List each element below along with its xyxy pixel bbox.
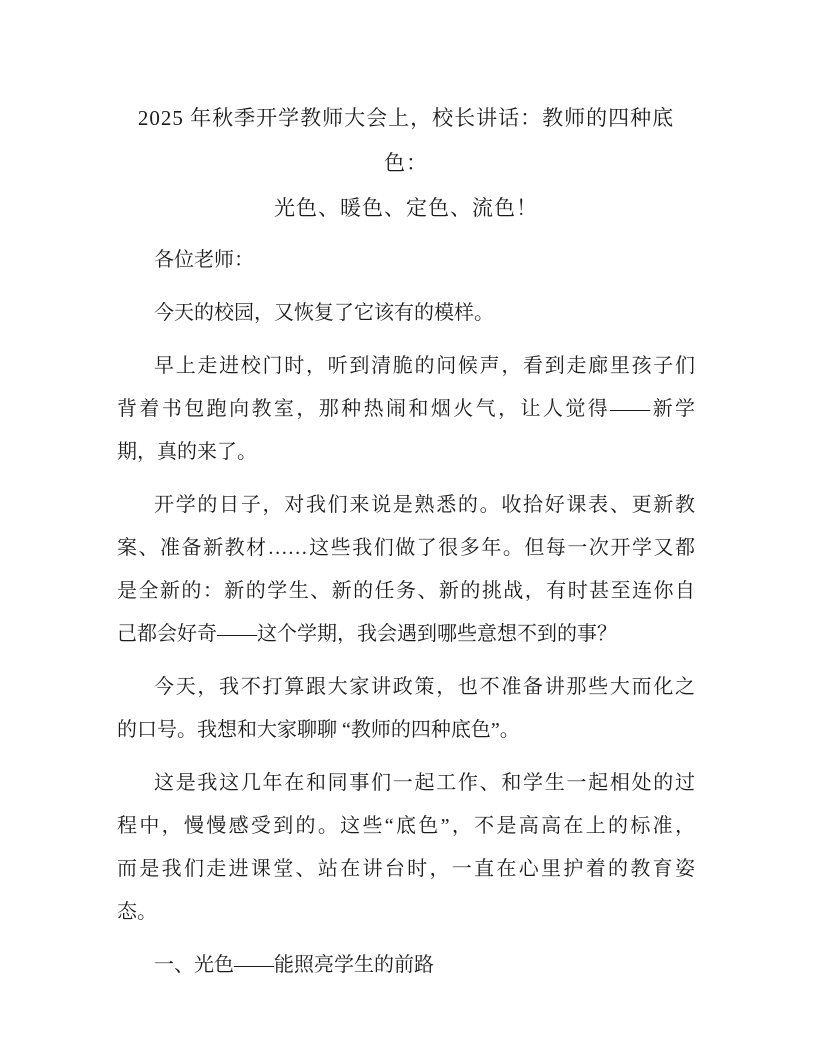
document-title — [117, 96, 695, 231]
text-line: 期，真的来了。 — [117, 441, 257, 463]
text-line: 而是我们走进课堂、站在讲台时，一直在心里护着的教育姿 — [117, 858, 695, 880]
text-line: 一、光色——能照亮学生的前路 — [154, 954, 434, 976]
text-line: 这是我这几年在和同事们一起工作、和学生一起相处的过 — [154, 772, 695, 794]
paragraph — [117, 239, 695, 282]
text-line: 程中，慢慢感受到的。这些“底色”，不是高高在上的标准， — [117, 815, 695, 837]
paragraph — [117, 666, 695, 752]
document-body — [117, 239, 695, 987]
paragraph — [117, 762, 695, 934]
text-line: 案、准备新教材……这些我们做了很多年。但每一次开学又都 — [117, 537, 695, 559]
text-line: 各位老师： — [154, 249, 254, 271]
text-line: 开学的日子，对我们来说是熟悉的。收拾好课表、更新教 — [154, 494, 695, 516]
text-line: 今天的校园，又恢复了它该有的模样。 — [154, 302, 494, 324]
text-line: 己都会好奇——这个学期，我会遇到哪些意想不到的事？ — [117, 623, 617, 645]
text-line: 早上走进校门时，听到清脆的问候声，看到走廊里孩子们 — [154, 355, 695, 377]
paragraph — [117, 292, 695, 335]
paragraph — [117, 345, 695, 474]
section-heading — [117, 944, 695, 987]
text-line: 今天，我不打算跟大家讲政策，也不准备讲那些大而化之 — [154, 676, 695, 698]
text-line: 态。 — [117, 901, 157, 923]
title-line-2: 光色、暖色、定色、流色！ — [274, 196, 538, 220]
text-line: 的口号。我想和大家聊聊 “教师的四种底色”。 — [117, 719, 520, 741]
text-line: 背着书包跑向教室，那种热闹和烟火气，让人觉得——新学 — [117, 398, 695, 420]
title-line-1: 2025 年秋季开学教师大会上，校长讲话：教师的四种底色： — [137, 106, 675, 175]
paragraph — [117, 484, 695, 656]
text-line: 是全新的：新的学生、新的任务、新的挑战，有时甚至连你自 — [117, 580, 695, 602]
